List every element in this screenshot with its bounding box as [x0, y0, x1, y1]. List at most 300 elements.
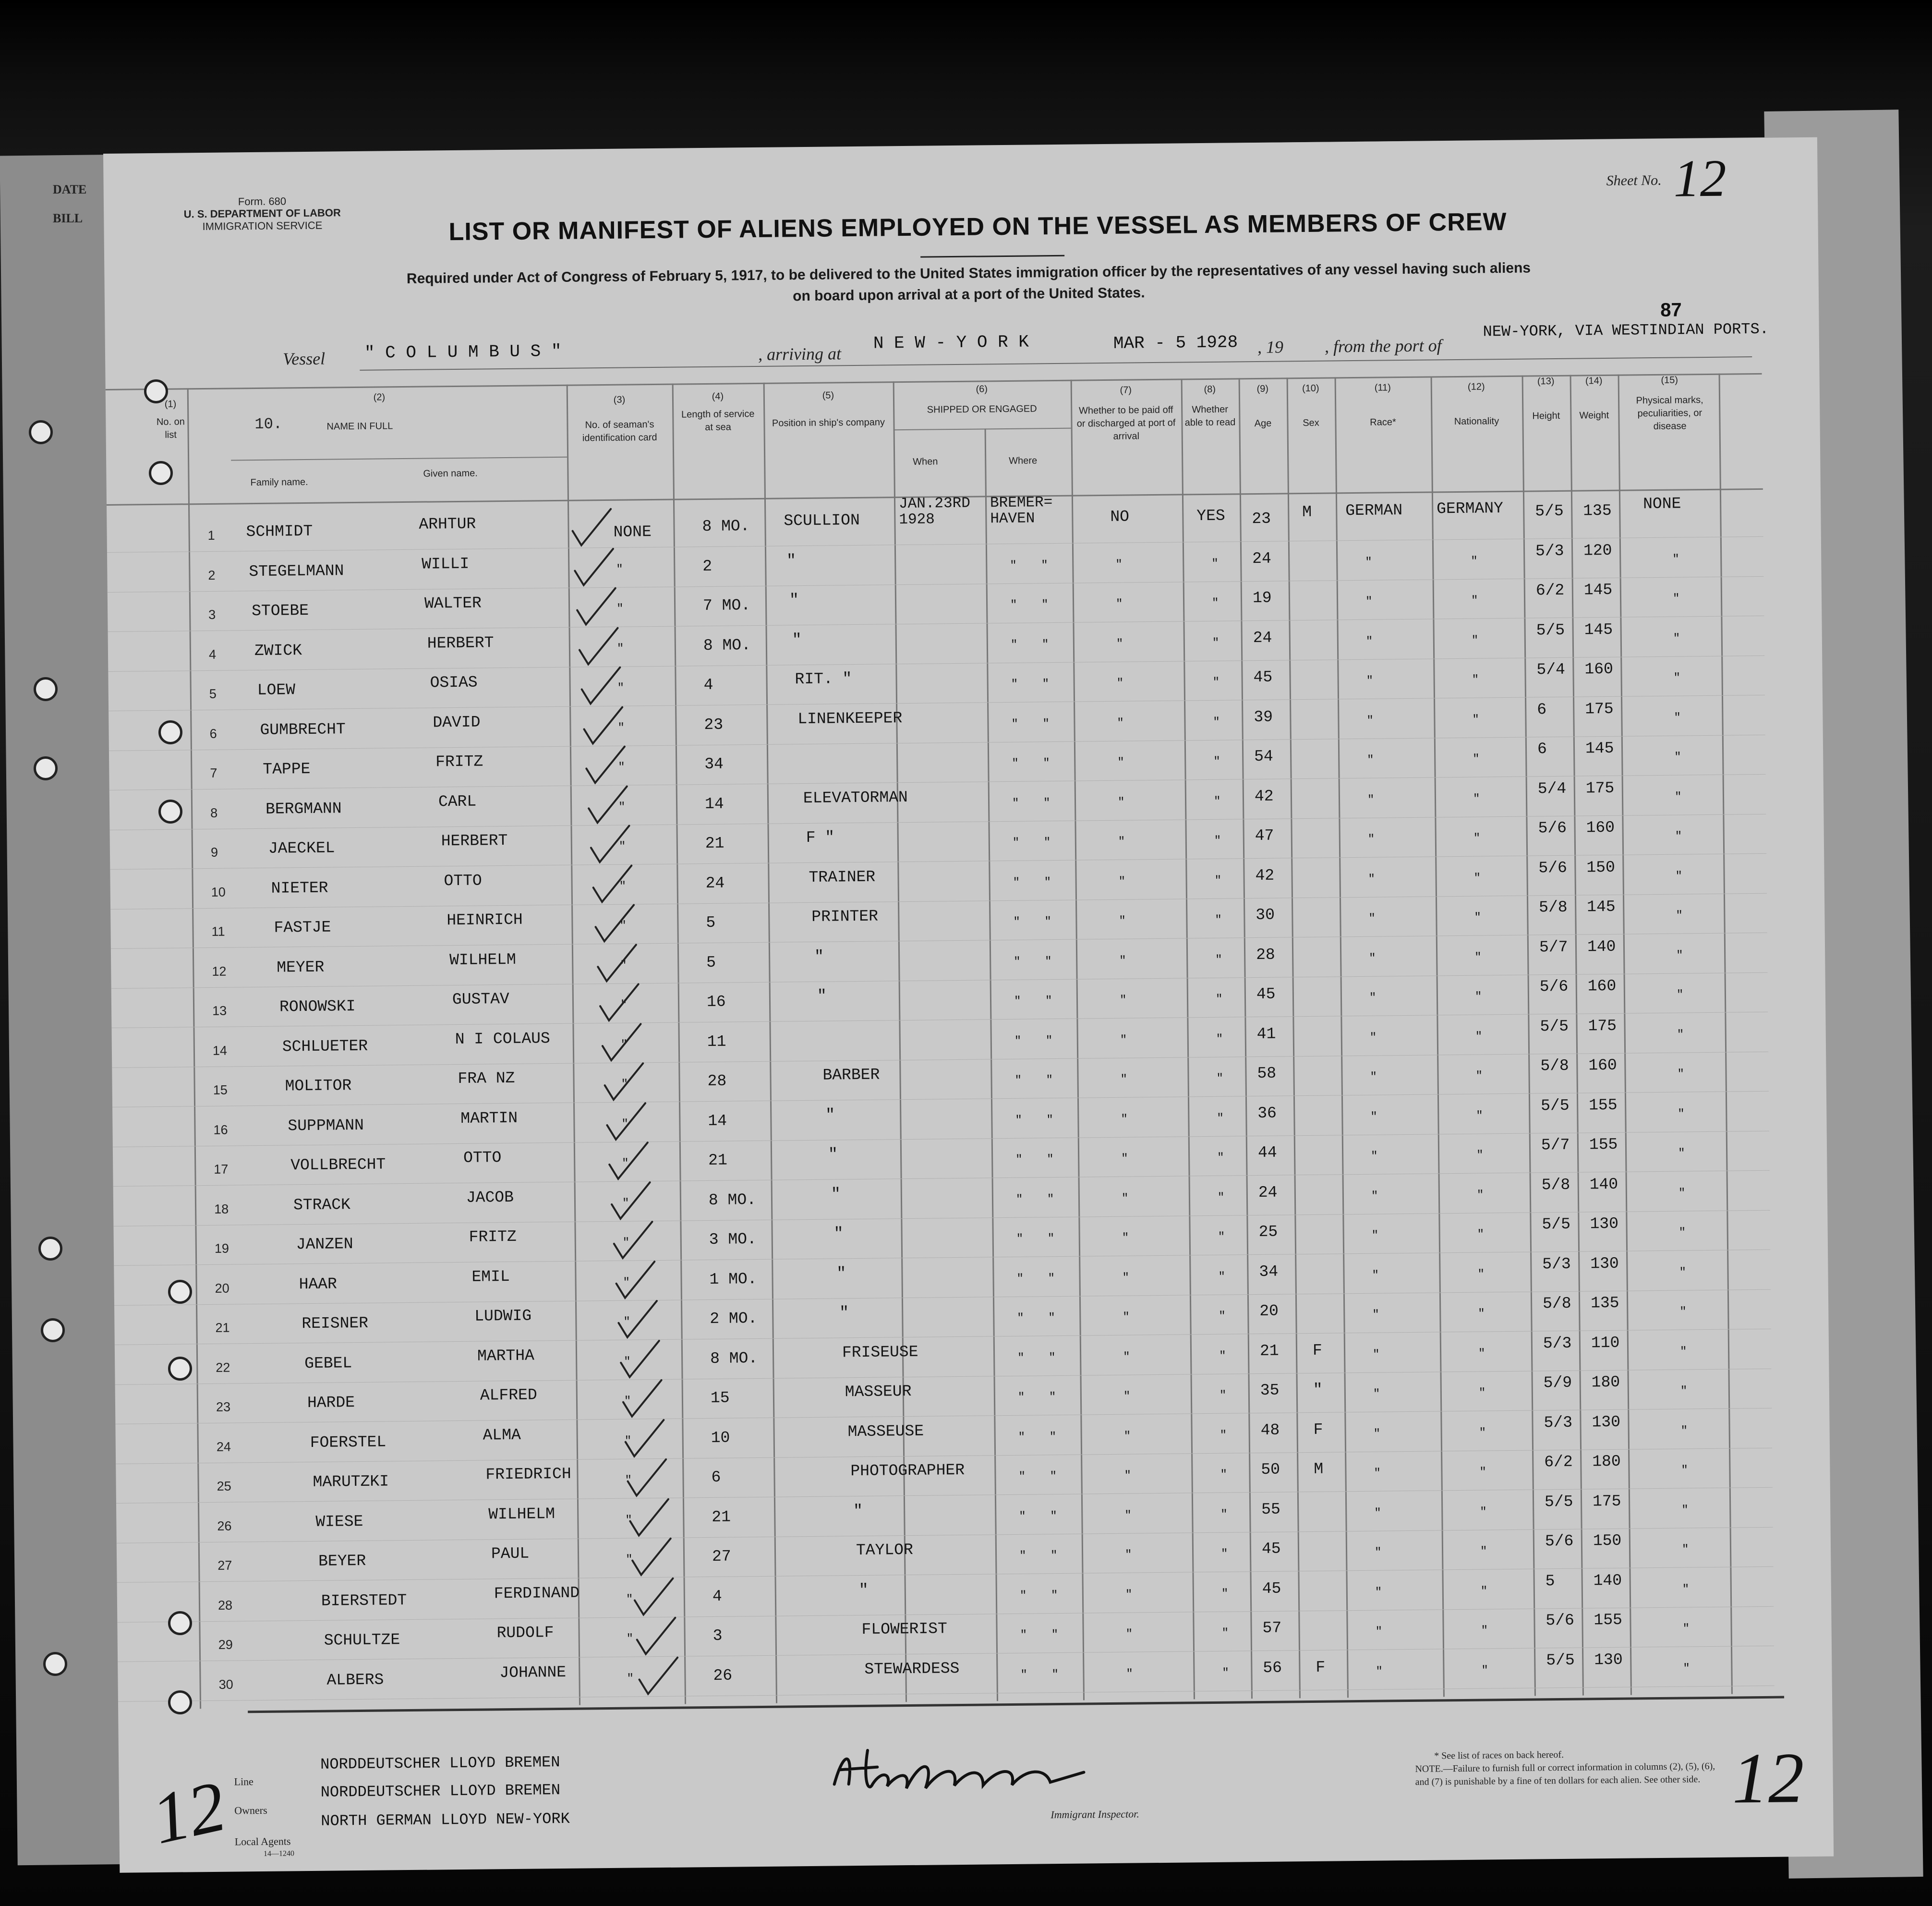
when-ditto: " [1015, 1114, 1022, 1127]
given-name: ALFRED [480, 1386, 537, 1405]
year-label: , 19 [1257, 337, 1284, 357]
read-ditto: " [1211, 557, 1219, 571]
where-ditto: " [1041, 558, 1048, 572]
when-ditto: " [1014, 1074, 1022, 1087]
service: IMMIGRATION SERVICE [202, 219, 323, 232]
height: 6/2 [1544, 1453, 1573, 1471]
row-number: 13 [212, 1003, 227, 1018]
paid-ditto: " [1123, 1350, 1130, 1364]
given-name: HEINRICH [447, 911, 523, 930]
paid-ditto: " [1117, 716, 1124, 730]
card-ditto: " [618, 761, 625, 774]
row-number: 22 [216, 1360, 230, 1375]
race-ditto: " [1374, 1546, 1382, 1559]
col4-label: Length of service at sea [681, 409, 755, 433]
where-ditto: " [1042, 678, 1050, 691]
age: 48 [1260, 1421, 1280, 1439]
where-ditto: " [1047, 1153, 1054, 1166]
when-ditto: " [1017, 1391, 1025, 1404]
height: 6/2 [1535, 581, 1565, 600]
weight: 160 [1584, 660, 1614, 679]
nationality-ditto: " [1478, 1307, 1485, 1321]
col2-family: Family name. [250, 476, 308, 488]
nationality-ditto: " [1473, 792, 1480, 806]
age: 35 [1260, 1381, 1280, 1399]
given-name: HERBERT [441, 831, 508, 850]
family-name: GUMBRECHT [260, 720, 346, 739]
crew-table [106, 373, 1828, 1782]
card-ditto: " [617, 721, 625, 735]
when-ditto: " [1016, 1272, 1024, 1286]
col15-num: (15) [1661, 375, 1678, 386]
nationality-ditto: " [1481, 1663, 1488, 1677]
nationality-ditto: " [1476, 1188, 1484, 1202]
race-ditto: " [1366, 714, 1374, 728]
col10-label: Sex [1303, 417, 1319, 429]
card-ditto: " [622, 1197, 629, 1210]
nationality-ditto: " [1480, 1545, 1487, 1558]
where-ditto: " [1045, 995, 1052, 1008]
vessel-label: Vessel [282, 349, 326, 369]
col5-num: (5) [822, 390, 834, 401]
position: PHOTOGRAPHER [850, 1461, 965, 1481]
nationality-ditto: " [1476, 1109, 1483, 1123]
row-number: 21 [215, 1320, 230, 1335]
height: 5/5 [1535, 502, 1564, 521]
row-number: 29 [218, 1637, 233, 1652]
paid-ditto: " [1122, 1271, 1130, 1285]
col15-header [1623, 374, 1717, 434]
handwritten-number-left: 12 [145, 1766, 233, 1859]
length-of-service: 2 MO. [710, 1310, 758, 1328]
length-of-service: 14 [704, 795, 724, 813]
col14-header [1572, 375, 1616, 423]
agents-label: Local Agents [234, 1835, 291, 1848]
when-ditto: " [1019, 1510, 1026, 1523]
card-ditto: " [619, 919, 627, 933]
family-name: SCHULTZE [324, 1631, 400, 1650]
race-ditto: " [1370, 1110, 1377, 1124]
penalty-note: NOTE.—Failure to furnish full or correct information in columns (2), (5), (6), and (7) is punishable by a fine of ten dollars for each alien. See other side. [1415, 1760, 1715, 1787]
shipped-subrule [894, 428, 1071, 431]
position: FLOWERIST [861, 1620, 947, 1639]
marks-ditto: " [1676, 909, 1683, 923]
age: 45 [1262, 1579, 1281, 1598]
given-name: ALMA [483, 1426, 521, 1445]
col2-count: 10. [254, 415, 283, 433]
given-name: DAVID [433, 713, 481, 731]
length-of-service: 14 [708, 1112, 727, 1130]
height: 5/8 [1542, 1294, 1571, 1313]
binder-hole [158, 800, 182, 824]
marks-ditto: " [1680, 1424, 1688, 1438]
col3-label: No. of seaman's identification card [582, 419, 657, 444]
vessel-name: " C O L U M B U S " [364, 341, 562, 363]
weight: 150 [1593, 1531, 1622, 1550]
when-ditto: " [1018, 1431, 1026, 1444]
when-ditto: " [1019, 1549, 1026, 1563]
card-ditto: " [620, 1038, 628, 1052]
card-ditto: " [616, 563, 623, 576]
vessel-line [282, 320, 1771, 373]
age: 24 [1258, 1183, 1278, 1202]
name-subrule [231, 457, 567, 461]
nationality-ditto: " [1471, 634, 1479, 647]
height: 5/9 [1543, 1373, 1572, 1392]
form-code: 14—1240 [263, 1849, 295, 1858]
height: 5/3 [1535, 542, 1564, 560]
col12-num: (12) [1467, 381, 1485, 392]
weight: 175 [1585, 700, 1614, 718]
where-ditto: " [1050, 1549, 1058, 1563]
row-number: 4 [208, 647, 217, 662]
binder-hole [144, 379, 168, 403]
length-of-service: 2 [702, 557, 712, 575]
col8-header [1183, 383, 1237, 429]
position: RIT. " [795, 670, 852, 689]
card-ditto: " [622, 1236, 630, 1250]
given-name: WALTER [424, 594, 482, 613]
marks-ditto: " [1677, 1068, 1685, 1081]
read-ditto: " [1214, 874, 1222, 887]
family-name: BERGMANN [265, 799, 342, 818]
given-name: OTTO [463, 1149, 502, 1167]
family-name: MOLITOR [285, 1077, 352, 1095]
paid-ditto: " [1121, 1113, 1128, 1126]
where-ditto: " [1049, 1351, 1056, 1364]
marks-ditto: " [1678, 1107, 1685, 1121]
family-name: NIETER [271, 879, 328, 898]
position: STEWARDESS [864, 1659, 960, 1678]
read-ditto: " [1219, 1349, 1226, 1363]
paid-ditto: " [1123, 1390, 1131, 1403]
family-name: MEYER [277, 958, 325, 977]
given-name: JACOB [466, 1188, 514, 1207]
binder-hole [34, 677, 58, 701]
marks-ditto: " [1678, 1147, 1685, 1160]
inspector-signature [824, 1738, 1094, 1808]
manifest-subtitle [224, 256, 1713, 312]
left-stub [53, 182, 86, 226]
col7-label: Whether to be paid off or discharged at port of arrival [1076, 404, 1176, 442]
height: 5/6 [1538, 819, 1567, 838]
age: 30 [1256, 906, 1275, 924]
height: 5/8 [1539, 898, 1568, 917]
form-number: Form. 680 [238, 195, 287, 208]
height: 5/5 [1542, 1215, 1571, 1234]
when-ditto: " [1012, 757, 1019, 770]
family-name: RONOWSKI [279, 997, 356, 1016]
col14-num: (14) [1585, 376, 1603, 387]
length-of-service: 5 [706, 953, 716, 971]
position: F " [806, 828, 835, 847]
read-ditto: " [1213, 755, 1220, 768]
given-name: FRIEDRICH [485, 1465, 571, 1484]
given-name: OSIAS [430, 673, 478, 692]
nationality-ditto: " [1478, 1347, 1485, 1360]
card-ditto: " [626, 1593, 633, 1606]
weight: 145 [1584, 620, 1613, 639]
age: 36 [1257, 1104, 1277, 1122]
position: MASSEUR [845, 1382, 912, 1401]
row-number: 26 [217, 1518, 232, 1533]
when-ditto: " [1014, 955, 1021, 969]
when-ditto: " [1016, 1232, 1024, 1246]
length-of-service: 8 MO. [702, 517, 750, 536]
family-name: JANZEN [296, 1235, 353, 1254]
race-ditto: " [1368, 873, 1376, 886]
col6-when: When [913, 456, 938, 467]
length-of-service: 4 [712, 1587, 722, 1605]
given-name: WILHELM [449, 950, 516, 969]
paid-ditto: " [1123, 1311, 1130, 1324]
paid-ditto: " [1126, 1667, 1134, 1681]
position: " [789, 591, 799, 609]
read-ditto: " [1219, 1310, 1226, 1323]
age: 25 [1258, 1223, 1278, 1241]
weight: 110 [1591, 1334, 1620, 1352]
read-ditto: " [1212, 636, 1220, 650]
family-name: LOEW [257, 681, 296, 699]
marks-ditto: " [1676, 948, 1683, 962]
length-of-service: 16 [706, 993, 726, 1011]
age: 23 [1252, 510, 1271, 528]
length-of-service: 26 [713, 1666, 733, 1685]
col5-label: Position in ship's company [772, 417, 885, 429]
row-number: 9 [210, 845, 218, 860]
row-number: 28 [217, 1598, 233, 1613]
length-of-service: 28 [707, 1072, 727, 1091]
read-ditto: " [1215, 913, 1222, 927]
race-ditto: " [1369, 952, 1376, 965]
card-ditto: " [624, 1355, 631, 1369]
card-ditto: " [625, 1474, 632, 1487]
when-ditto: " [1020, 1628, 1027, 1642]
where-ditto: " [1048, 1272, 1055, 1285]
stub-bill: BILL [53, 211, 83, 225]
age: 58 [1257, 1064, 1277, 1083]
weight: 175 [1585, 779, 1615, 797]
nationality-ditto: " [1472, 713, 1479, 727]
length-of-service: 1 MO. [709, 1270, 757, 1288]
marks-ditto: " [1674, 790, 1682, 804]
nationality-ditto: " [1477, 1267, 1485, 1281]
length-of-service: 8 MO. [710, 1349, 758, 1368]
marks-ditto: " [1681, 1464, 1689, 1477]
paid-ditto: " [1116, 677, 1124, 690]
col9-header [1241, 382, 1285, 430]
height: 5/5 [1546, 1651, 1575, 1669]
height: 5/3 [1544, 1413, 1573, 1432]
from-label: , from the port of [1324, 336, 1442, 356]
position: FRISEUSE [842, 1343, 918, 1361]
when-ditto: " [1012, 836, 1020, 850]
weight: 140 [1593, 1571, 1622, 1590]
race-ditto: " [1374, 1506, 1381, 1520]
family-name: MARUTZKI [313, 1472, 389, 1491]
weight: 145 [1585, 739, 1614, 758]
agents-value: NORTH GERMAN LLOYD NEW-YORK [321, 1809, 570, 1830]
read-ditto: " [1213, 716, 1220, 729]
when-ditto: " [1014, 995, 1021, 1008]
paid-ditto: " [1121, 1192, 1129, 1205]
from-port: NEW-YORK, VIA WESTINDIAN PORTS. [1483, 320, 1769, 341]
where-ditto: " [1051, 1668, 1059, 1681]
race-ditto: " [1372, 1269, 1379, 1282]
given-name: WILHELM [488, 1505, 555, 1523]
family-name: HARDE [307, 1394, 355, 1412]
arrival-date: MAR - 5 1928 [1113, 332, 1238, 353]
when-ditto: " [1015, 1153, 1023, 1166]
paid-ditto: " [1118, 835, 1125, 849]
family-name: SCHLUETER [282, 1037, 368, 1056]
race-ditto: " [1367, 833, 1375, 846]
height: 5/6 [1539, 977, 1569, 996]
card-ditto: " [627, 1672, 634, 1686]
where-ditto: " [1047, 1232, 1055, 1246]
row-number: 17 [214, 1162, 229, 1177]
height: 6 [1537, 740, 1547, 758]
read-ditto: " [1218, 1270, 1226, 1284]
col6-where: Where [1009, 455, 1038, 466]
length-of-service: 8 MO. [703, 636, 751, 655]
col10-num: (10) [1302, 383, 1319, 394]
when-ditto: " [1018, 1470, 1026, 1483]
weight: 175 [1592, 1492, 1621, 1510]
read-ditto: " [1212, 676, 1220, 689]
height: 5/3 [1543, 1334, 1572, 1352]
read-ditto: " [1216, 1032, 1223, 1046]
position: SCULLION [784, 511, 860, 530]
given-name: WILLI [422, 555, 470, 573]
position: TRAINER [809, 868, 876, 886]
read-ditto: " [1211, 596, 1219, 610]
read-ditto: " [1221, 1627, 1229, 1640]
nationality-ditto: " [1477, 1228, 1485, 1241]
given-name: JOHANNE [499, 1663, 567, 1682]
paid-ditto: " [1123, 1430, 1131, 1443]
height: 5/7 [1541, 1136, 1570, 1154]
row1-sex: M [1302, 503, 1312, 522]
race-ditto: " [1373, 1427, 1381, 1441]
weight: 135 [1583, 501, 1612, 520]
marks-ditto: " [1678, 1186, 1686, 1200]
position: " [786, 551, 797, 570]
family-name: JAECKEL [268, 839, 335, 858]
read-ditto: " [1220, 1508, 1228, 1521]
age: 54 [1254, 747, 1273, 766]
row1-race: GERMAN [1345, 501, 1403, 520]
nationality-ditto: " [1479, 1426, 1486, 1440]
position: " [814, 947, 824, 966]
row-number: 18 [214, 1202, 229, 1216]
where-ditto: " [1044, 875, 1051, 889]
length-of-service: 15 [710, 1389, 730, 1407]
nationality-ditto: " [1471, 594, 1478, 607]
race-note: * See list of races on back hereof. [1434, 1749, 1564, 1761]
weight: 160 [1588, 1056, 1617, 1075]
read-ditto: " [1215, 953, 1222, 967]
marks-ditto: " [1682, 1582, 1690, 1596]
marks-ditto: " [1675, 830, 1682, 843]
weight: 155 [1594, 1611, 1623, 1629]
paid-ditto: " [1124, 1469, 1132, 1482]
when-ditto: " [1013, 876, 1020, 889]
height: 5/3 [1542, 1255, 1571, 1273]
col2-num: (2) [373, 392, 386, 403]
where-ditto: " [1050, 1470, 1057, 1483]
row-number: 5 [209, 686, 217, 701]
row-number: 10 [211, 885, 226, 899]
card-ditto: " [624, 1395, 631, 1408]
paid-ditto: " [1120, 1073, 1128, 1086]
family-name: WIESE [315, 1512, 363, 1531]
row-number: 19 [214, 1241, 229, 1256]
department: U. S. DEPARTMENT OF LABOR [183, 206, 341, 220]
col3-num: (3) [613, 394, 626, 405]
col12-label: Nationality [1454, 416, 1499, 427]
given-name: FRITZ [469, 1227, 517, 1246]
marks-ditto: " [1681, 1543, 1689, 1556]
form-header [176, 194, 349, 232]
col3-header [571, 393, 668, 445]
nationality-ditto: " [1473, 753, 1480, 766]
read-ditto: " [1217, 1112, 1224, 1125]
col7-num: (7) [1120, 385, 1132, 396]
nationality-ditto: " [1479, 1466, 1487, 1479]
nationality-ditto: " [1475, 1069, 1483, 1083]
age: 20 [1259, 1302, 1279, 1320]
read-ditto: " [1219, 1389, 1227, 1402]
where-ditto: " [1045, 955, 1052, 968]
position: " [833, 1225, 844, 1243]
col6-label: SHIPPED OR ENGAGED [927, 403, 1037, 415]
read-ditto: " [1213, 795, 1221, 808]
when-ditto: " [1015, 1193, 1023, 1206]
given-name: FRA NZ [458, 1069, 515, 1088]
stub-date: DATE [53, 182, 87, 196]
nationality-ditto: " [1471, 555, 1478, 568]
row-number: 16 [213, 1122, 228, 1137]
marks-ditto: " [1679, 1345, 1687, 1359]
col11-num: (11) [1374, 382, 1391, 393]
read-ditto: " [1222, 1666, 1230, 1680]
race-ditto: " [1366, 674, 1374, 688]
length-of-service: 5 [706, 913, 716, 932]
given-name: HERBERT [427, 633, 494, 653]
col10-header [1289, 382, 1333, 430]
nationality-ditto: " [1476, 1149, 1484, 1162]
binder-hole [38, 1237, 62, 1261]
given-name: CARL [438, 792, 477, 811]
race-ditto: " [1374, 1467, 1381, 1480]
position: MASSEUSE [847, 1422, 924, 1441]
height: 5/5 [1544, 1493, 1573, 1511]
card-ditto: " [616, 642, 624, 656]
nationality-ditto: " [1475, 1030, 1483, 1044]
height: 5/6 [1545, 1532, 1574, 1551]
nationality-ditto: " [1480, 1584, 1488, 1598]
position: " [836, 1264, 846, 1282]
position: " [792, 631, 802, 649]
card-ditto: " [624, 1434, 632, 1448]
height: 5/8 [1540, 1056, 1569, 1075]
card-ditto: " [618, 801, 626, 814]
col4-header [677, 390, 759, 435]
paid-ditto: " [1125, 1627, 1133, 1641]
card-ditto: " [626, 1632, 634, 1646]
weight: 130 [1594, 1651, 1623, 1669]
